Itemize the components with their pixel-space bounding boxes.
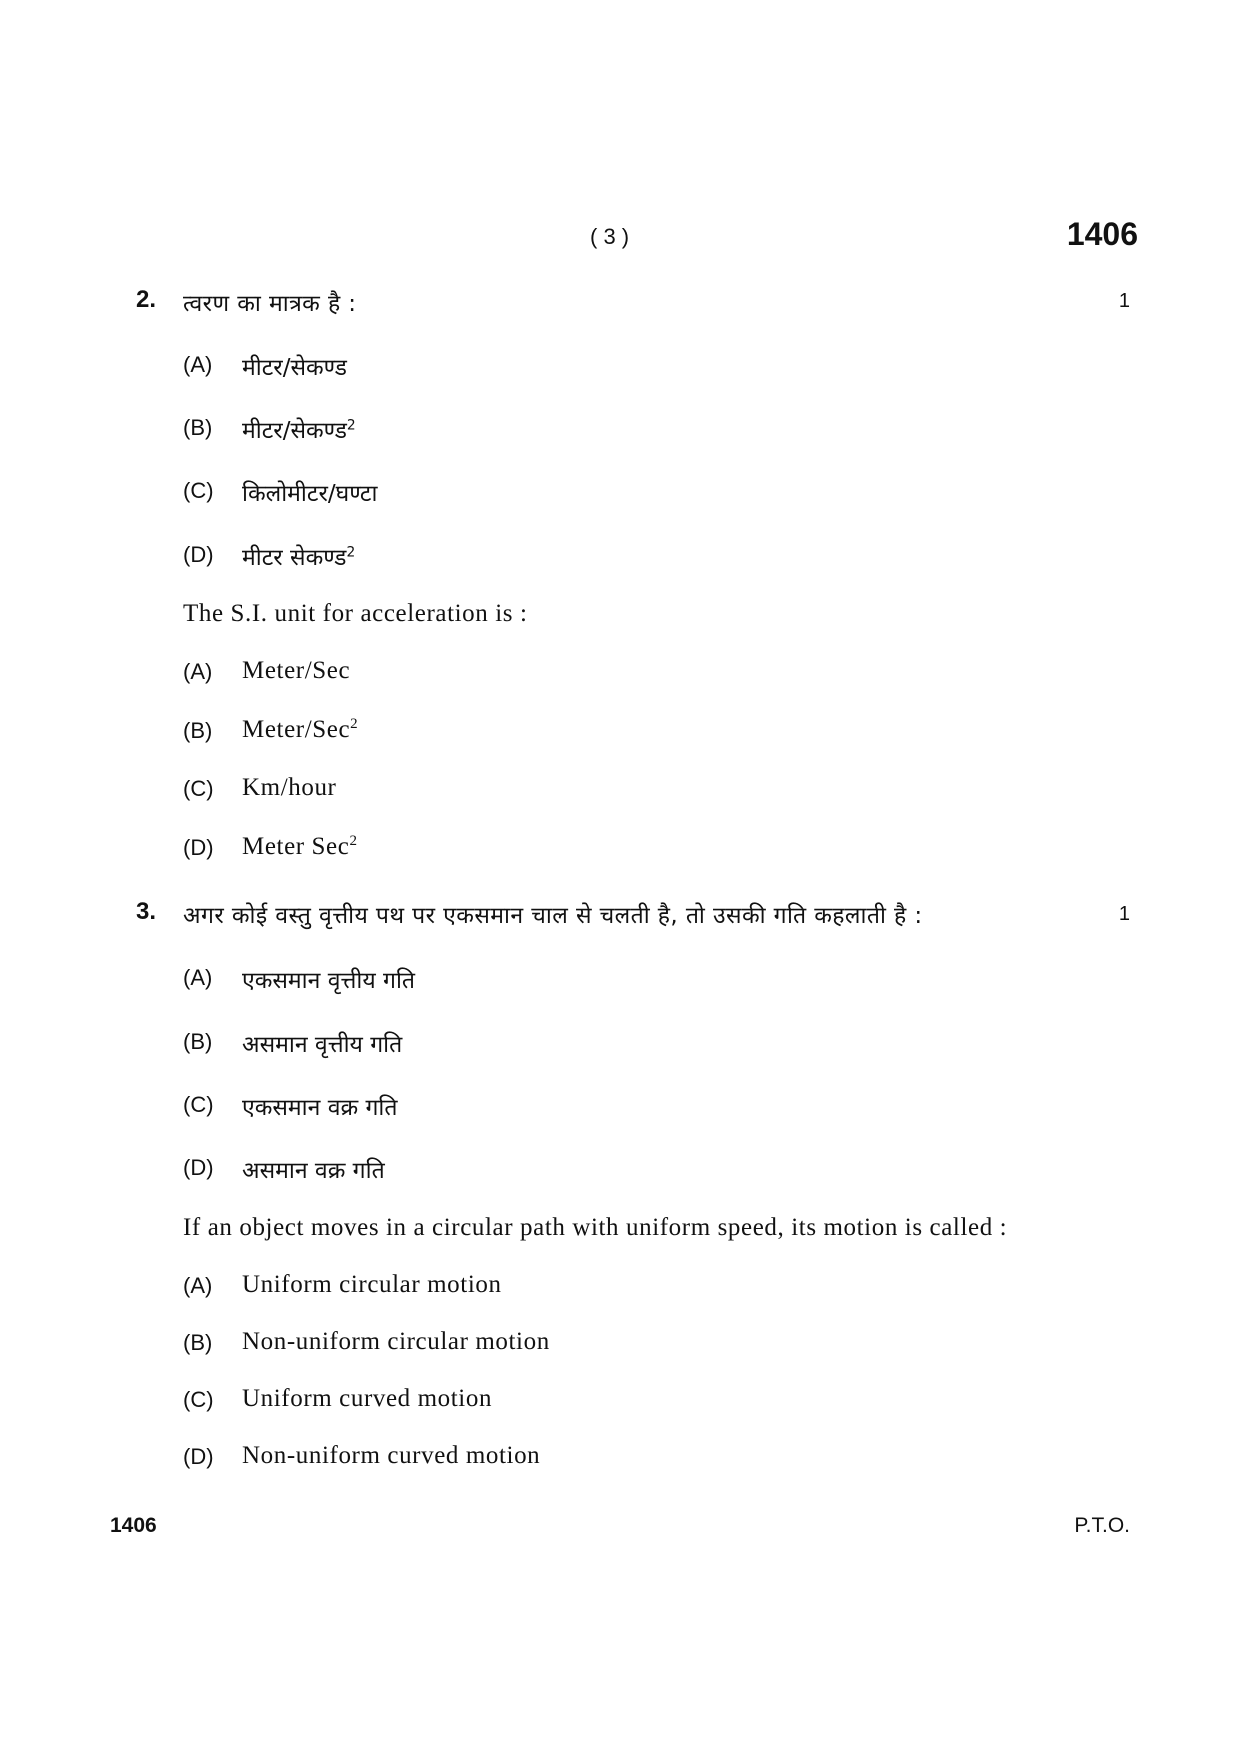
- superscript: 2: [346, 544, 356, 561]
- q3-english-option-d-text: Non-uniform curved motion: [242, 1442, 541, 1469]
- q3-hindi-option-a-letter: (A): [183, 965, 213, 990]
- q2-hindi-option-d-letter: (D): [183, 542, 214, 567]
- superscript: 2: [350, 716, 359, 732]
- q2-hindi-option-b-text: मीटर/सेकण्ड$^2$: [242, 417, 356, 444]
- q2-english-option-d-letter: (D): [183, 835, 214, 860]
- q2-hindi-option-c-letter: (C): [183, 478, 214, 503]
- superscript: 2: [346, 417, 356, 434]
- q3-english-option-c-letter: (C): [183, 1387, 214, 1412]
- question-3-marks: 1: [1118, 903, 1130, 925]
- question-2-number: 2.: [136, 286, 157, 313]
- paper-code-header: 1406: [1066, 216, 1138, 252]
- q3-hindi-option-a-text: एकसमान वृत्तीय गति: [242, 968, 416, 994]
- q3-english-option-a-letter: (A): [183, 1273, 213, 1298]
- question-3-english-text: If an object moves in a circular path with uniform speed, its motion is called :: [183, 1214, 1008, 1241]
- q2-hindi-option-b-letter: (B): [183, 415, 213, 440]
- q3-english-option-b-text: Non-uniform circular motion: [242, 1328, 550, 1355]
- question-2-hindi-text: त्वरण का मात्रक है :: [183, 291, 357, 317]
- q2-english-option-a-text: Meter/Sec: [242, 657, 351, 684]
- q3-english-option-a-text: Uniform circular motion: [242, 1271, 502, 1298]
- page-number: ( 3 ): [590, 224, 630, 249]
- question-3-number: 3.: [136, 898, 157, 925]
- q2-english-option-c-letter: (C): [183, 776, 214, 801]
- q2-english-option-b-letter: (B): [183, 718, 213, 743]
- q3-english-option-d-letter: (D): [183, 1444, 214, 1469]
- question-2-marks: 1: [1118, 290, 1130, 312]
- question-3-hindi-text: अगर कोई वस्तु वृत्तीय पथ पर एकसमान चाल से चलती है, तो उसकी गति कहलाती है :: [183, 903, 923, 929]
- q3-hindi-option-d-text: असमान वक्र गति: [242, 1158, 385, 1184]
- q3-hindi-option-b-letter: (B): [183, 1029, 213, 1054]
- q2-english-option-b-text: Meter/Sec$^2$: [242, 716, 359, 743]
- q3-english-option-b-letter: (B): [183, 1330, 213, 1355]
- pto-label: P.T.O.: [1074, 1514, 1130, 1537]
- superscript: 2: [349, 833, 358, 849]
- q3-english-option-c-text: Uniform curved motion: [242, 1385, 493, 1412]
- q3-hindi-option-c-text: एकसमान वक्र गति: [242, 1095, 398, 1121]
- paper-code-footer: 1406: [110, 1514, 157, 1537]
- q2-hindi-option-a-text: मीटर/सेकण्ड: [242, 355, 347, 381]
- q2-hindi-option-d-text: मीटर सेकण्ड$^2$: [242, 544, 356, 571]
- q2-english-option-a-letter: (A): [183, 659, 213, 684]
- q3-hindi-option-b-text: असमान वृत्तीय गति: [242, 1032, 403, 1058]
- q2-hindi-option-a-letter: (A): [183, 352, 213, 377]
- q3-hindi-option-d-letter: (D): [183, 1155, 214, 1180]
- q2-hindi-option-c-text: किलोमीटर/घण्टा: [242, 481, 378, 507]
- q3-hindi-option-c-letter: (C): [183, 1092, 214, 1117]
- q2-english-option-d-text: Meter Sec$^2$: [242, 833, 358, 860]
- q2-english-option-c-text: Km/hour: [242, 774, 337, 801]
- question-2-english-text: The S.I. unit for acceleration is :: [183, 600, 528, 627]
